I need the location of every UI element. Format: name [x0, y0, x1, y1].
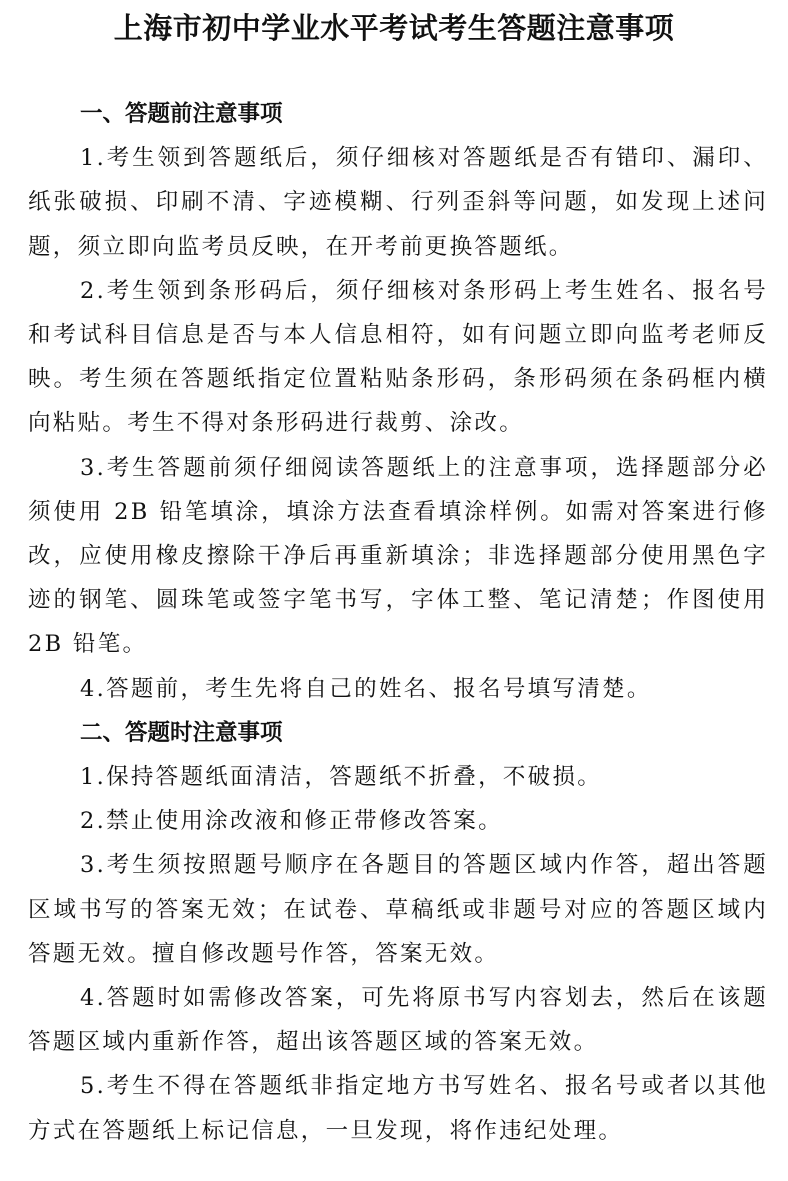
paragraph: 5.考生不得在答题纸非指定地方书写姓名、报名号或者以其他方式在答题纸上标记信息，一旦发现，将作违纪处理。 — [28, 1073, 768, 1144]
paragraph: 2.禁止使用涂改液和修正带修改答案。 — [80, 808, 503, 835]
paragraph: 4.答题前，考生先将自己的姓名、报名号填写清楚。 — [80, 675, 652, 702]
paragraph: 3.考生须按照题号顺序在各题目的答题区域内作答，超出答题区域书写的答案无效；在试卷、草稿纸或非题号对应的答题区域内答题无效。擅自修改题号作答，答案无效。 — [28, 852, 768, 967]
section-heading-before-exam: 一、答题前注意事项 — [80, 101, 283, 127]
paragraph: 3.考生答题前须仔细阅读答题纸上的注意事项，选择题部分必须使用 2B 铅笔填涂，填涂方法查看填涂样例。如需对答案进行修改，应使用橡皮擦除干净后再重新填涂；非选择题部分使用黑色字迹的钢笔、圆珠笔或签字笔书写，字体工整、笔记清楚；作图使用 2B 铅笔。 — [28, 454, 768, 658]
paragraph: 4.答题时如需修改答案，可先将原书写内容划去，然后在该题答题区域内重新作答，超出该答题区域的答案无效。 — [28, 985, 768, 1056]
paragraph: 1.保持答题纸面清洁，答题纸不折叠，不破损。 — [80, 764, 603, 791]
document-body — [28, 92, 768, 1153]
paragraph: 2.考生领到条形码后，须仔细核对条形码上考生姓名、报名号和考试科目信息是否与本人信息相符，如有问题立即向监考老师反映。考生须在答题纸指定位置粘贴条形码，条形码须在条码框内横向粘贴。考生不得对条形码进行裁剪、涂改。 — [28, 277, 768, 437]
page-title: 上海市初中学业水平考试考生答题注意事项 — [113, 11, 675, 45]
paragraph: 1.考生领到答题纸后，须仔细核对答题纸是否有错印、漏印、纸张破损、印刷不清、字迹模糊、行列歪斜等问题，如发现上述问题，须立即向监考员反映，在开考前更换答题纸。 — [28, 145, 768, 260]
section-heading-during-exam: 二、答题时注意事项 — [80, 719, 283, 746]
